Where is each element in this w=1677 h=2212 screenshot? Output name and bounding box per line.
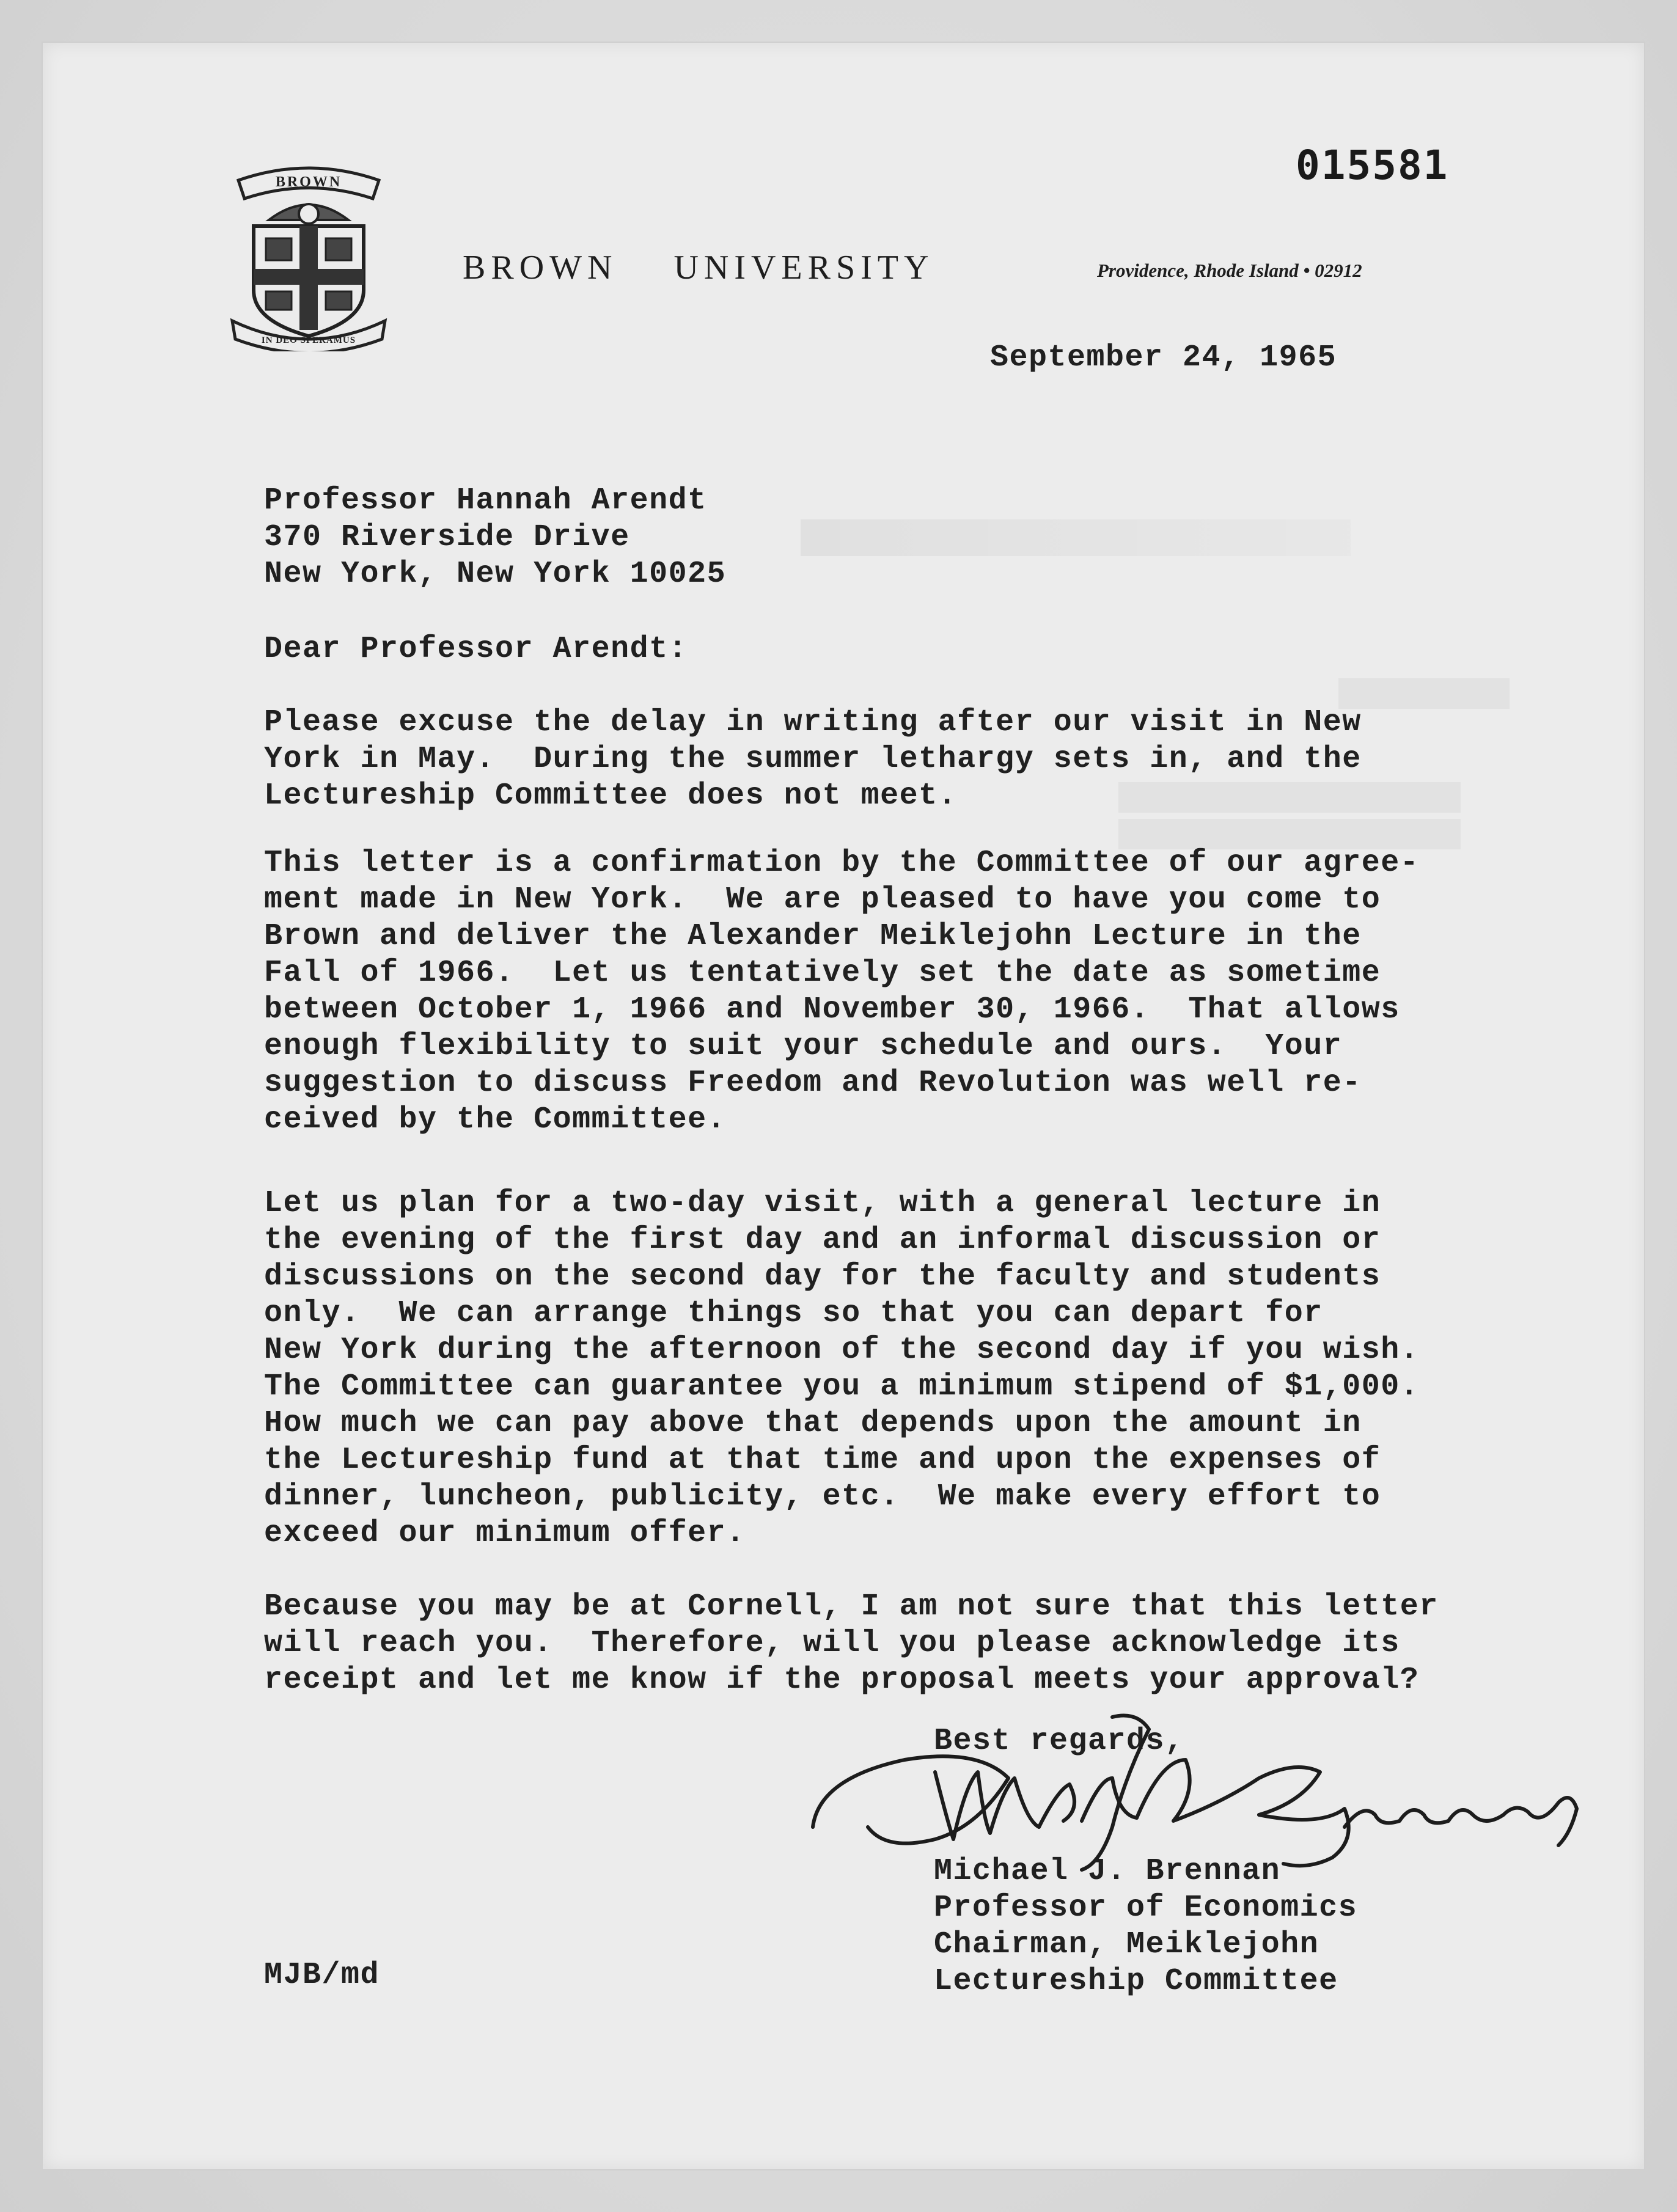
paragraph-line: Fall of 1966. Let us tentatively set the date as sometime [264, 956, 1381, 991]
paragraph-line: This letter is a confirmation by the Committee of our agree- [264, 846, 1420, 881]
address-line: Professor Hannah Arendt [264, 483, 707, 518]
handwritten-signature [794, 1686, 1589, 1882]
paragraph-line: between October 1, 1966 and November 30, 1966. That allows [264, 992, 1400, 1027]
closing: Best regards, [934, 1724, 1184, 1759]
paragraph-line: Because you may be at Cornell, I am not sure that this letter [264, 1589, 1439, 1624]
paragraph-line: How much we can pay above that depends upon the amount in [264, 1406, 1362, 1441]
address-line: New York, New York 10025 [264, 557, 727, 591]
paragraph-line: exceed our minimum offer. [264, 1516, 746, 1551]
signature-block [934, 1853, 1545, 2000]
signer-title: Lectureship Committee [934, 1964, 1338, 1999]
paragraph-line: dinner, luncheon, publicity, etc. We make every effort to [264, 1479, 1381, 1514]
letter-date: September 24, 1965 [990, 340, 1337, 375]
body-paragraph [264, 705, 1486, 815]
paragraph-line: suggestion to discuss Freedom and Revolution was well re- [264, 1066, 1362, 1101]
address-line: 370 Riverside Drive [264, 520, 630, 555]
signer-title: Professor of Economics [934, 1891, 1358, 1925]
paragraph-line: the Lectureship fund at that time and upon the expenses of [264, 1443, 1381, 1478]
paragraph-line: receipt and let me know if the proposal meets your approval? [264, 1663, 1420, 1697]
paragraph-line: Brown and deliver the Alexander Meiklejohn Lecture in the [264, 919, 1362, 954]
paragraph-line: Let us plan for a two-day visit, with a general lecture in [264, 1186, 1381, 1221]
body-paragraph [264, 1589, 1486, 1699]
paragraph-line: The Committee can guarantee you a minimum stipend of $1,000. [264, 1369, 1420, 1404]
brown-university-seal-icon [226, 156, 391, 351]
paragraph-line: the evening of the first day and an informal discussion or [264, 1223, 1381, 1258]
document-number: 015581 [1296, 142, 1449, 189]
paragraph-line: enough flexibility to suit your schedule and ours. Your [264, 1029, 1343, 1064]
signer-title: Chairman, Meiklejohn [934, 1927, 1319, 1962]
paragraph-line: Lectureship Committee does not meet. [264, 778, 958, 813]
paragraph-line: will reach you. Therefore, will you please acknowledge its [264, 1626, 1400, 1661]
svg-text:BROWN: BROWN [275, 174, 342, 190]
university-name: BROWN UNIVERSITY [463, 249, 934, 287]
paragraph-line: ceived by the Committee. [264, 1102, 727, 1137]
paragraph-line: discussions on the second day for the faculty and students [264, 1259, 1381, 1294]
salutation: Dear Professor Arendt: [264, 632, 688, 667]
paragraph-line: New York during the afternoon of the second day if you wish. [264, 1333, 1420, 1368]
paragraph-line: only. We can arrange things so that you can depart for [264, 1296, 1323, 1331]
signer-name: Michael J. Brennan [934, 1854, 1281, 1889]
paragraph-line: ment made in New York. We are pleased to have you come to [264, 882, 1381, 917]
body-paragraph [264, 1185, 1486, 1552]
typist-initials: MJB/md [264, 1958, 380, 1993]
body-paragraph [264, 845, 1486, 1138]
paragraph-line: York in May. During the summer lethargy sets in, and the [264, 742, 1362, 777]
paragraph-line: Please excuse the delay in writing after our visit in New [264, 705, 1362, 740]
recipient-address [264, 483, 1486, 593]
svg-text:IN DEO SPERAMUS: IN DEO SPERAMUS [261, 335, 356, 345]
university-location: Providence, Rhode Island • 02912 [1097, 260, 1362, 281]
